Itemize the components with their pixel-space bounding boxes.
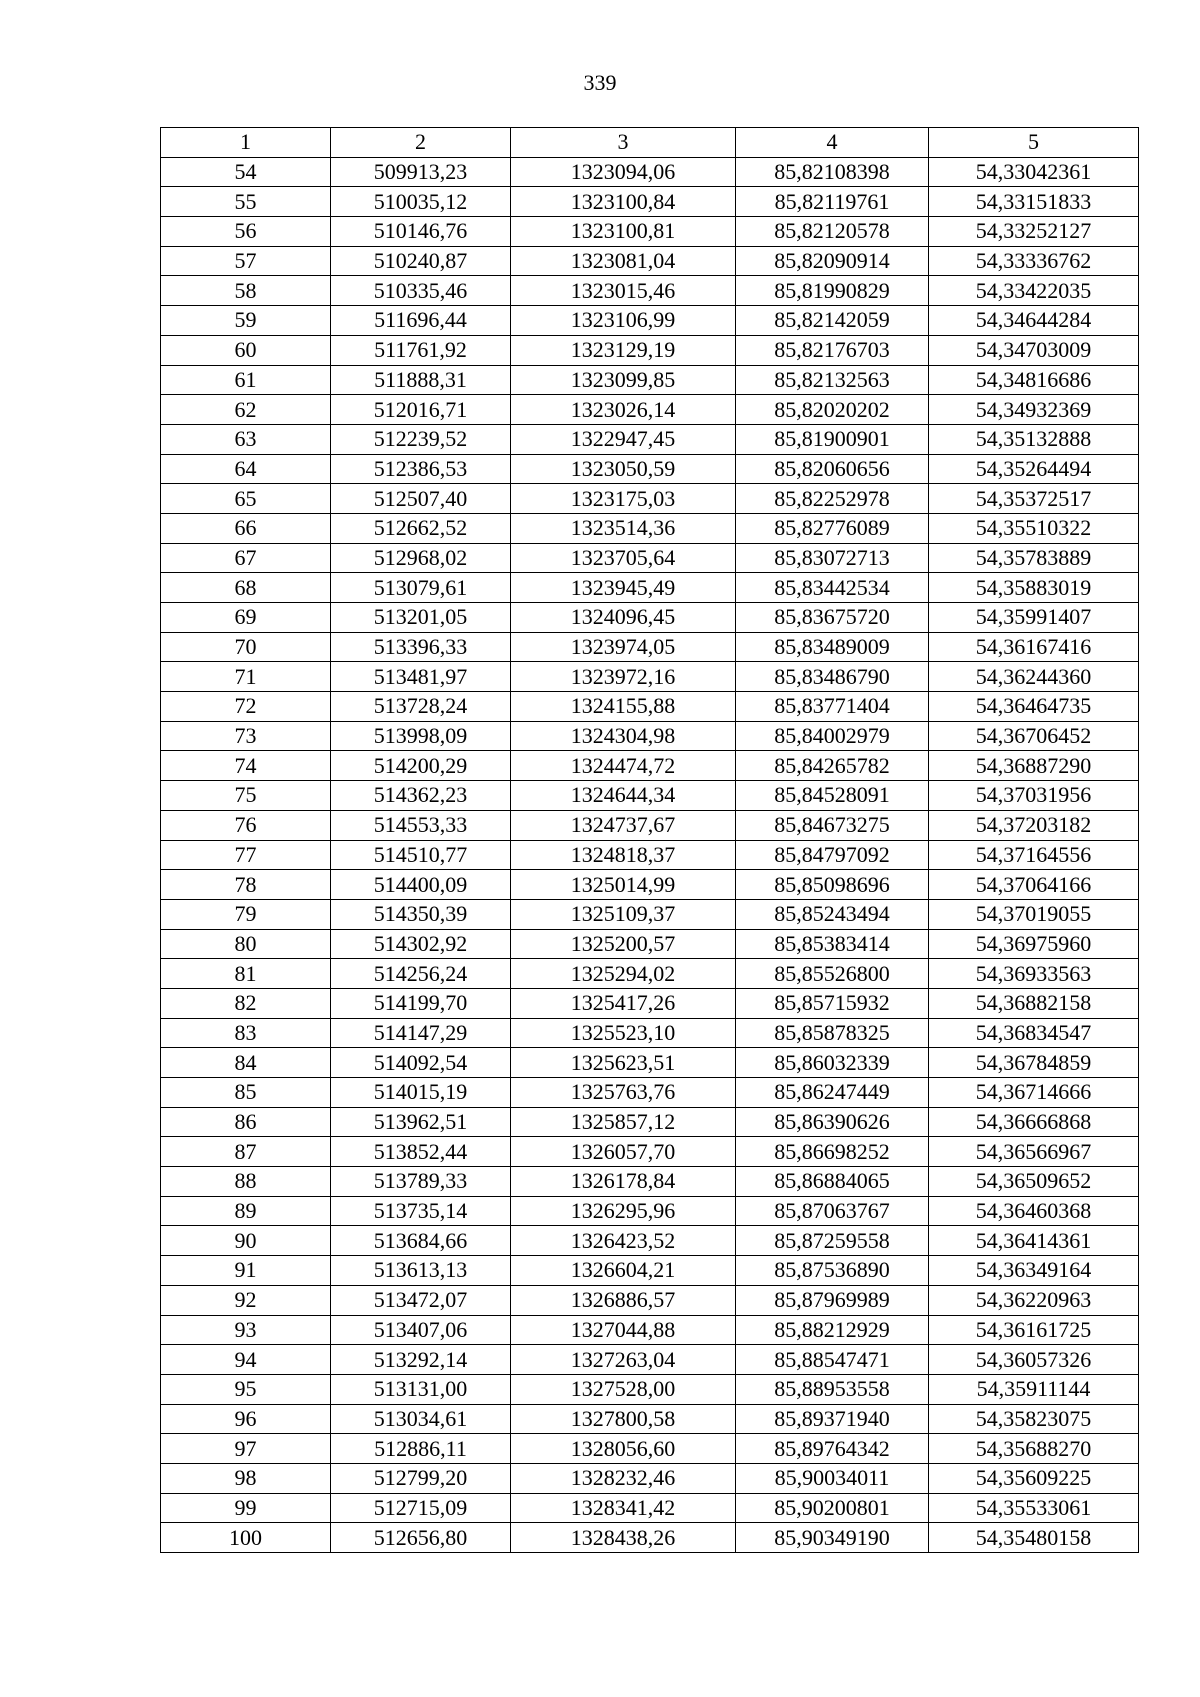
table-cell: 54,36975960	[929, 929, 1139, 959]
table-row	[161, 157, 1139, 187]
table-cell: 54,33252127	[929, 217, 1139, 247]
table-cell: 62	[161, 395, 331, 425]
table-cell: 85,89764342	[736, 1434, 929, 1464]
table-cell: 85,83442534	[736, 573, 929, 603]
table-cell: 1327800,58	[511, 1404, 736, 1434]
table-cell: 85,87063767	[736, 1196, 929, 1226]
table-cell: 1325417,26	[511, 988, 736, 1018]
table-cell: 54,35609225	[929, 1463, 1139, 1493]
table-cell: 85,85715932	[736, 988, 929, 1018]
table-cell: 83	[161, 1018, 331, 1048]
table-cell: 1322947,45	[511, 424, 736, 454]
table-row	[161, 1107, 1139, 1137]
table-row	[161, 335, 1139, 365]
table-cell: 63	[161, 424, 331, 454]
table-cell: 85,81900901	[736, 424, 929, 454]
table-cell: 1323514,36	[511, 513, 736, 543]
table-cell: 512507,40	[331, 484, 511, 514]
table-cell: 513962,51	[331, 1107, 511, 1137]
table-cell: 513852,44	[331, 1137, 511, 1167]
table-row	[161, 603, 1139, 633]
table-cell: 82	[161, 988, 331, 1018]
table-row	[161, 1374, 1139, 1404]
table-cell: 85,85243494	[736, 899, 929, 929]
table-cell: 54,36509652	[929, 1167, 1139, 1197]
table-row	[161, 1167, 1139, 1197]
table-row	[161, 543, 1139, 573]
table-cell: 511888,31	[331, 365, 511, 395]
table-cell: 1325763,76	[511, 1078, 736, 1108]
table-cell: 512656,80	[331, 1523, 511, 1553]
table-cell: 54,36882158	[929, 988, 1139, 1018]
table-cell: 58	[161, 276, 331, 306]
table-cell: 54,36666868	[929, 1107, 1139, 1137]
table-cell: 71	[161, 662, 331, 692]
table-cell: 1325109,37	[511, 899, 736, 929]
table-cell: 1324155,88	[511, 692, 736, 722]
table-cell: 513481,97	[331, 662, 511, 692]
table-cell: 1323974,05	[511, 632, 736, 662]
table-row	[161, 1078, 1139, 1108]
table-cell: 1324737,67	[511, 810, 736, 840]
table-row	[161, 513, 1139, 543]
table-cell: 1323050,59	[511, 454, 736, 484]
table-cell: 56	[161, 217, 331, 247]
table-cell: 54,33151833	[929, 187, 1139, 217]
table-cell: 54,36784859	[929, 1048, 1139, 1078]
table-row	[161, 1196, 1139, 1226]
table-cell: 54,35533061	[929, 1493, 1139, 1523]
table-row	[161, 217, 1139, 247]
table-cell: 54,36220963	[929, 1285, 1139, 1315]
table-cell: 54,35883019	[929, 573, 1139, 603]
table-cell: 1326178,84	[511, 1167, 736, 1197]
table-cell: 85,83072713	[736, 543, 929, 573]
column-header: 2	[331, 128, 511, 158]
table-cell: 85,86032339	[736, 1048, 929, 1078]
table-cell: 513613,13	[331, 1256, 511, 1286]
table-cell: 85,85526800	[736, 959, 929, 989]
table-cell: 54,36167416	[929, 632, 1139, 662]
table-cell: 65	[161, 484, 331, 514]
table-cell: 85,84797092	[736, 840, 929, 870]
table-cell: 1326423,52	[511, 1226, 736, 1256]
table-row	[161, 484, 1139, 514]
table-cell: 74	[161, 751, 331, 781]
table-cell: 85,82120578	[736, 217, 929, 247]
table-cell: 54,35372517	[929, 484, 1139, 514]
table-row	[161, 1404, 1139, 1434]
table-cell: 1326057,70	[511, 1137, 736, 1167]
table-cell: 54,34816686	[929, 365, 1139, 395]
table-row	[161, 454, 1139, 484]
table-cell: 85,86884065	[736, 1167, 929, 1197]
table-cell: 514302,92	[331, 929, 511, 959]
table-row	[161, 276, 1139, 306]
table-cell: 79	[161, 899, 331, 929]
table-cell: 514256,24	[331, 959, 511, 989]
table-cell: 85,83771404	[736, 692, 929, 722]
table-cell: 54,35132888	[929, 424, 1139, 454]
table-cell: 54,37031956	[929, 781, 1139, 811]
table-cell: 512386,53	[331, 454, 511, 484]
table-cell: 1326295,96	[511, 1196, 736, 1226]
table-cell: 1327263,04	[511, 1345, 736, 1375]
table-cell: 61	[161, 365, 331, 395]
table-cell: 85,82020202	[736, 395, 929, 425]
table-cell: 85,82119761	[736, 187, 929, 217]
table-cell: 54,34703009	[929, 335, 1139, 365]
table-cell: 87	[161, 1137, 331, 1167]
table-cell: 1326604,21	[511, 1256, 736, 1286]
table-row	[161, 721, 1139, 751]
table-cell: 514015,19	[331, 1078, 511, 1108]
table-cell: 1323945,49	[511, 573, 736, 603]
table-cell: 514147,29	[331, 1018, 511, 1048]
table-cell: 54,36933563	[929, 959, 1139, 989]
table-cell: 54,35264494	[929, 454, 1139, 484]
column-header: 1	[161, 128, 331, 158]
table-cell: 70	[161, 632, 331, 662]
table-cell: 80	[161, 929, 331, 959]
table-cell: 512715,09	[331, 1493, 511, 1523]
table-row	[161, 1137, 1139, 1167]
table-cell: 72	[161, 692, 331, 722]
table-row	[161, 751, 1139, 781]
table-cell: 85,82176703	[736, 335, 929, 365]
table-cell: 512886,11	[331, 1434, 511, 1464]
table-cell: 1323100,81	[511, 217, 736, 247]
table-cell: 55	[161, 187, 331, 217]
table-cell: 513079,61	[331, 573, 511, 603]
table-cell: 85,83486790	[736, 662, 929, 692]
table-cell: 54,35688270	[929, 1434, 1139, 1464]
table-cell: 1324818,37	[511, 840, 736, 870]
table-cell: 54,35823075	[929, 1404, 1139, 1434]
table-cell: 54,34932369	[929, 395, 1139, 425]
table-cell: 60	[161, 335, 331, 365]
table-row	[161, 395, 1139, 425]
table-cell: 85,86390626	[736, 1107, 929, 1137]
table-row	[161, 306, 1139, 336]
table-cell: 1323100,84	[511, 187, 736, 217]
table-row	[161, 1523, 1139, 1553]
table-cell: 512799,20	[331, 1463, 511, 1493]
table-cell: 514200,29	[331, 751, 511, 781]
table-cell: 85,85878325	[736, 1018, 929, 1048]
table-cell: 513131,00	[331, 1374, 511, 1404]
table-cell: 514553,33	[331, 810, 511, 840]
table-cell: 1323129,19	[511, 335, 736, 365]
table-cell: 85,88547471	[736, 1345, 929, 1375]
table-row	[161, 988, 1139, 1018]
table-cell: 85,82090914	[736, 246, 929, 276]
table-row	[161, 573, 1139, 603]
column-header: 3	[511, 128, 736, 158]
table-cell: 85,83489009	[736, 632, 929, 662]
table-row	[161, 1285, 1139, 1315]
table-cell: 54,36566967	[929, 1137, 1139, 1167]
table-cell: 514092,54	[331, 1048, 511, 1078]
table-cell: 1328438,26	[511, 1523, 736, 1553]
table-cell: 85,85383414	[736, 929, 929, 959]
table-cell: 514350,39	[331, 899, 511, 929]
table-row	[161, 1493, 1139, 1523]
table-cell: 510240,87	[331, 246, 511, 276]
table-cell: 86	[161, 1107, 331, 1137]
table-cell: 1326886,57	[511, 1285, 736, 1315]
table-cell: 1323705,64	[511, 543, 736, 573]
table-row	[161, 870, 1139, 900]
table-cell: 513728,24	[331, 692, 511, 722]
table-header-row	[161, 128, 1139, 158]
table-cell: 96	[161, 1404, 331, 1434]
table-cell: 513684,66	[331, 1226, 511, 1256]
table-cell: 54,33336762	[929, 246, 1139, 276]
table-cell: 81	[161, 959, 331, 989]
table-cell: 54,33042361	[929, 157, 1139, 187]
table-cell: 54,35911144	[929, 1374, 1139, 1404]
table-cell: 509913,23	[331, 157, 511, 187]
page-number: 339	[583, 70, 617, 95]
table-row	[161, 899, 1139, 929]
table-cell: 510335,46	[331, 276, 511, 306]
table-cell: 85,87259558	[736, 1226, 929, 1256]
table-cell: 54,36834547	[929, 1018, 1139, 1048]
table-cell: 85,82776089	[736, 513, 929, 543]
table-cell: 1323026,14	[511, 395, 736, 425]
table-row	[161, 632, 1139, 662]
table-cell: 1324304,98	[511, 721, 736, 751]
table-cell: 54,35991407	[929, 603, 1139, 633]
table-cell: 1324644,34	[511, 781, 736, 811]
table-cell: 514400,09	[331, 870, 511, 900]
table-cell: 85,85098696	[736, 870, 929, 900]
table-row	[161, 692, 1139, 722]
table-row	[161, 929, 1139, 959]
table-row	[161, 1315, 1139, 1345]
table-cell: 67	[161, 543, 331, 573]
table-cell: 1323175,03	[511, 484, 736, 514]
table-cell: 54,36460368	[929, 1196, 1139, 1226]
table-cell: 54,36414361	[929, 1226, 1139, 1256]
column-header: 4	[736, 128, 929, 158]
table-cell: 100	[161, 1523, 331, 1553]
table-cell: 85,90349190	[736, 1523, 929, 1553]
table-cell: 54,36464735	[929, 692, 1139, 722]
table-cell: 513735,14	[331, 1196, 511, 1226]
table-cell: 513292,14	[331, 1345, 511, 1375]
table-cell: 92	[161, 1285, 331, 1315]
table-cell: 99	[161, 1493, 331, 1523]
table-cell: 54,36714666	[929, 1078, 1139, 1108]
coordinates-table	[160, 127, 1139, 1553]
table-cell: 85,89371940	[736, 1404, 929, 1434]
table-cell: 512968,02	[331, 543, 511, 573]
table-cell: 512662,52	[331, 513, 511, 543]
table-cell: 514510,77	[331, 840, 511, 870]
table-cell: 1325294,02	[511, 959, 736, 989]
table-cell: 85,86698252	[736, 1137, 929, 1167]
table-row	[161, 1226, 1139, 1256]
table-cell: 85,82142059	[736, 306, 929, 336]
table-cell: 54,34644284	[929, 306, 1139, 336]
table-cell: 85,84528091	[736, 781, 929, 811]
table-cell: 1324096,45	[511, 603, 736, 633]
table-cell: 511696,44	[331, 306, 511, 336]
table-cell: 85,84002979	[736, 721, 929, 751]
table-cell: 54,37164556	[929, 840, 1139, 870]
table-cell: 85,82108398	[736, 157, 929, 187]
table-cell: 84	[161, 1048, 331, 1078]
table-cell: 66	[161, 513, 331, 543]
table-cell: 64	[161, 454, 331, 484]
table-cell: 1328232,46	[511, 1463, 736, 1493]
table-cell: 54,37019055	[929, 899, 1139, 929]
table-cell: 88	[161, 1167, 331, 1197]
table-cell: 97	[161, 1434, 331, 1464]
table-row	[161, 1048, 1139, 1078]
table-cell: 1323106,99	[511, 306, 736, 336]
table-cell: 85,90200801	[736, 1493, 929, 1523]
table-cell: 513789,33	[331, 1167, 511, 1197]
table-cell: 85,82132563	[736, 365, 929, 395]
table-cell: 85,84265782	[736, 751, 929, 781]
table-cell: 85,90034011	[736, 1463, 929, 1493]
table-cell: 85,82252978	[736, 484, 929, 514]
table-cell: 513407,06	[331, 1315, 511, 1345]
table-cell: 73	[161, 721, 331, 751]
table-cell: 1327044,88	[511, 1315, 736, 1345]
table-row	[161, 959, 1139, 989]
table-cell: 1323094,06	[511, 157, 736, 187]
table-cell: 511761,92	[331, 335, 511, 365]
table-row	[161, 1434, 1139, 1464]
table-cell: 54,36244360	[929, 662, 1139, 692]
table-cell: 510146,76	[331, 217, 511, 247]
table-cell: 89	[161, 1196, 331, 1226]
table-cell: 514362,23	[331, 781, 511, 811]
table-cell: 54,36349164	[929, 1256, 1139, 1286]
table-cell: 69	[161, 603, 331, 633]
table-cell: 514199,70	[331, 988, 511, 1018]
table-cell: 59	[161, 306, 331, 336]
table-cell: 1325523,10	[511, 1018, 736, 1048]
table-row	[161, 810, 1139, 840]
table-cell: 57	[161, 246, 331, 276]
table-row	[161, 1018, 1139, 1048]
table-cell: 54	[161, 157, 331, 187]
column-header: 5	[929, 128, 1139, 158]
table-cell: 54,36161725	[929, 1315, 1139, 1345]
table-cell: 1323015,46	[511, 276, 736, 306]
table-cell: 85,82060656	[736, 454, 929, 484]
table-cell: 512239,52	[331, 424, 511, 454]
table-cell: 513396,33	[331, 632, 511, 662]
table-cell: 93	[161, 1315, 331, 1345]
table-row	[161, 781, 1139, 811]
table-cell: 91	[161, 1256, 331, 1286]
table-cell: 1328056,60	[511, 1434, 736, 1464]
table-cell: 85,87536890	[736, 1256, 929, 1286]
table-row	[161, 246, 1139, 276]
table-cell: 75	[161, 781, 331, 811]
table-cell: 1325200,57	[511, 929, 736, 959]
table-cell: 54,37064166	[929, 870, 1139, 900]
table-cell: 78	[161, 870, 331, 900]
table-cell: 85,87969989	[736, 1285, 929, 1315]
table-cell: 85,88212929	[736, 1315, 929, 1345]
table-cell: 98	[161, 1463, 331, 1493]
table-cell: 513034,61	[331, 1404, 511, 1434]
table-cell: 85	[161, 1078, 331, 1108]
table-cell: 54,36706452	[929, 721, 1139, 751]
table-cell: 513201,05	[331, 603, 511, 633]
table-cell: 85,83675720	[736, 603, 929, 633]
table-cell: 90	[161, 1226, 331, 1256]
table-row	[161, 365, 1139, 395]
table-cell: 54,36057326	[929, 1345, 1139, 1375]
table-cell: 85,88953558	[736, 1374, 929, 1404]
table-cell: 510035,12	[331, 187, 511, 217]
table-cell: 1323099,85	[511, 365, 736, 395]
table-cell: 54,35783889	[929, 543, 1139, 573]
table-cell: 85,84673275	[736, 810, 929, 840]
table-row	[161, 424, 1139, 454]
table-cell: 1324474,72	[511, 751, 736, 781]
table-cell: 54,35480158	[929, 1523, 1139, 1553]
table-cell: 1327528,00	[511, 1374, 736, 1404]
table-cell: 54,35510322	[929, 513, 1139, 543]
table-cell: 85,86247449	[736, 1078, 929, 1108]
table-cell: 77	[161, 840, 331, 870]
table-cell: 94	[161, 1345, 331, 1375]
table-cell: 513998,09	[331, 721, 511, 751]
table-cell: 513472,07	[331, 1285, 511, 1315]
table-cell: 95	[161, 1374, 331, 1404]
table-cell: 1325857,12	[511, 1107, 736, 1137]
table-cell: 1323081,04	[511, 246, 736, 276]
table-row	[161, 1256, 1139, 1286]
table-cell: 54,36887290	[929, 751, 1139, 781]
table-cell: 76	[161, 810, 331, 840]
table-row	[161, 662, 1139, 692]
table-cell: 512016,71	[331, 395, 511, 425]
table-cell: 68	[161, 573, 331, 603]
table-row	[161, 1345, 1139, 1375]
table-cell: 85,81990829	[736, 276, 929, 306]
table-cell: 54,33422035	[929, 276, 1139, 306]
table-row	[161, 187, 1139, 217]
table-row	[161, 840, 1139, 870]
table-body	[161, 157, 1139, 1552]
table-cell: 1325623,51	[511, 1048, 736, 1078]
table-cell: 1325014,99	[511, 870, 736, 900]
table-cell: 54,37203182	[929, 810, 1139, 840]
table-row	[161, 1463, 1139, 1493]
table-cell: 1328341,42	[511, 1493, 736, 1523]
table-cell: 1323972,16	[511, 662, 736, 692]
